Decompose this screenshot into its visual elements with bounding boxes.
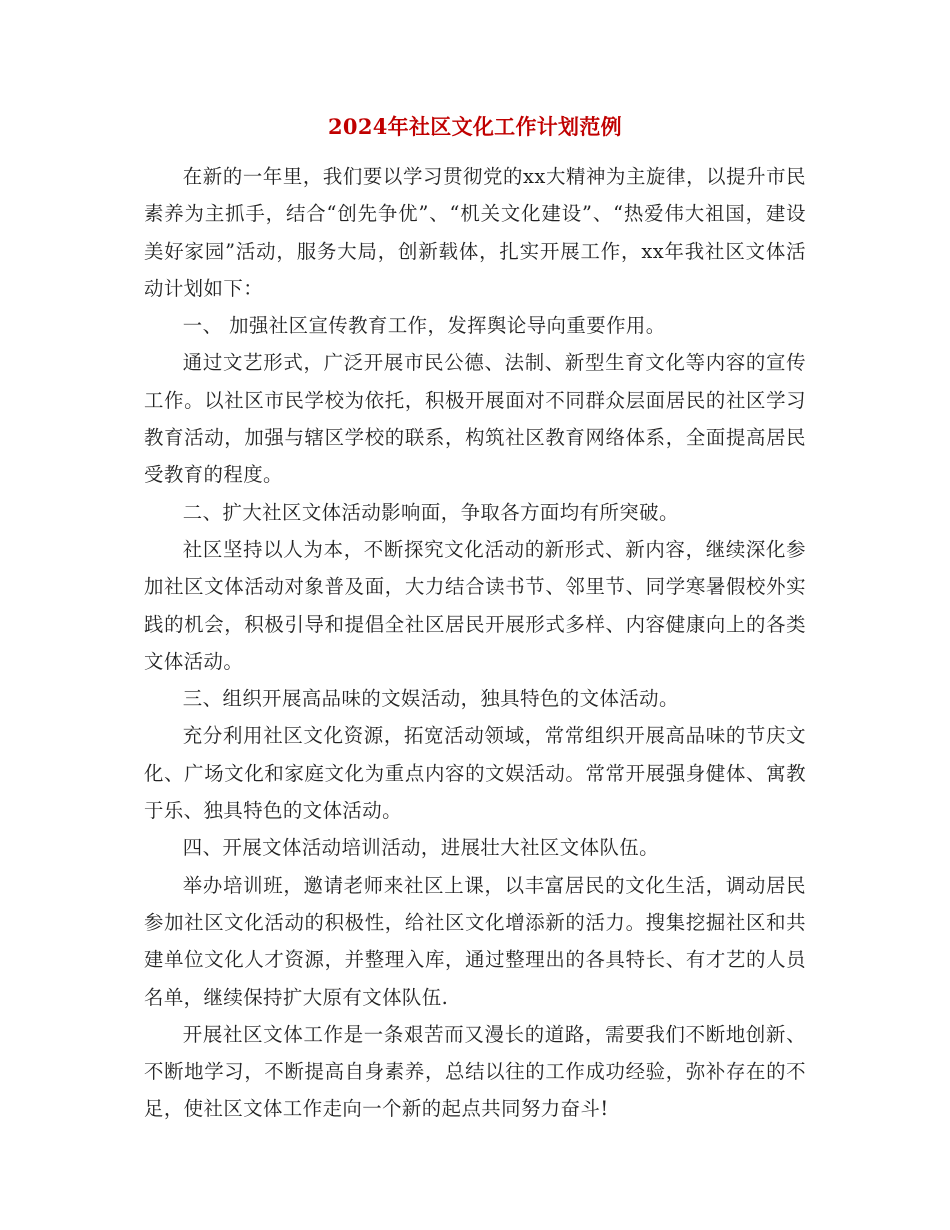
heading-section-2: 二、扩大社区文体活动影响面，争取各方面均有所突破。 [182, 500, 679, 524]
paragraph-section-1: 通过文艺形式，广泛开展市民公德、法制、新型生育文化等内容的宣传工作。以社区市民学校为依托，积极开展面对不同群众层面居民的社区学习教育活动，加强与辖区学校的联系，构筑社区教育网络体系，全面提高居民受教育的程度。 [144, 351, 806, 487]
paragraph-conclusion: 开展社区文体工作是一条艰苦而又漫长的道路，需要我们不断地创新、不断地学习，不断提高自身素养，总结以往的工作成功经验，弥补存在的不足，使社区文体工作走向一个新的起点共同努力奋斗! [144, 1022, 806, 1121]
heading-section-1: 一、 加强社区宣传教育工作，发挥舆论导向重要作用。 [182, 314, 666, 338]
heading-section-3: 三、组织开展高品味的文娱活动，独具特色的文体活动。 [182, 687, 679, 711]
document-body [144, 158, 806, 1128]
document-title: 2024年社区文化工作计划范例 [328, 114, 622, 139]
paragraph-intro: 在新的一年里，我们要以学习贯彻党的xx大精神为主旋律，以提升市民素养为主抓手，结合“创先争优”、“机关文化建设”、“热爱伟大祖国，建设美好家园”活动，服务大局，创新载体，扎实开展工作，xx年我社区文体活动计划如下： [144, 165, 806, 300]
paragraph-section-2: 社区坚持以人为本，不断探究文化活动的新形式、新内容，继续深化参加社区文体活动对象普及面，大力结合读书节、邻里节、同学寒暑假校外实践的机会，积极引导和提倡全社区居民开展形式多样、内容健康向上的各类文体活动。 [144, 537, 806, 673]
paragraph-section-3: 充分利用社区文化资源，拓宽活动领域，常常组织开展高品味的节庆文化、广场文化和家庭文化为重点内容的文娱活动。常常开展强身健体、寓教于乐、独具特色的文体活动。 [144, 724, 806, 823]
paragraph-section-4: 举办培训班，邀请老师来社区上课，以丰富居民的文化生活，调动居民参加社区文化活动的积极性，给社区文化增添新的活力。搜集挖掘社区和共建单位文化人才资源，并整理入库，通过整理出的各具特长、有才艺的人员名单，继续保持扩大原有文体队伍. [144, 873, 806, 1009]
heading-section-4: 四、开展文体活动培训活动，进展壮大社区文体队伍。 [182, 836, 659, 860]
